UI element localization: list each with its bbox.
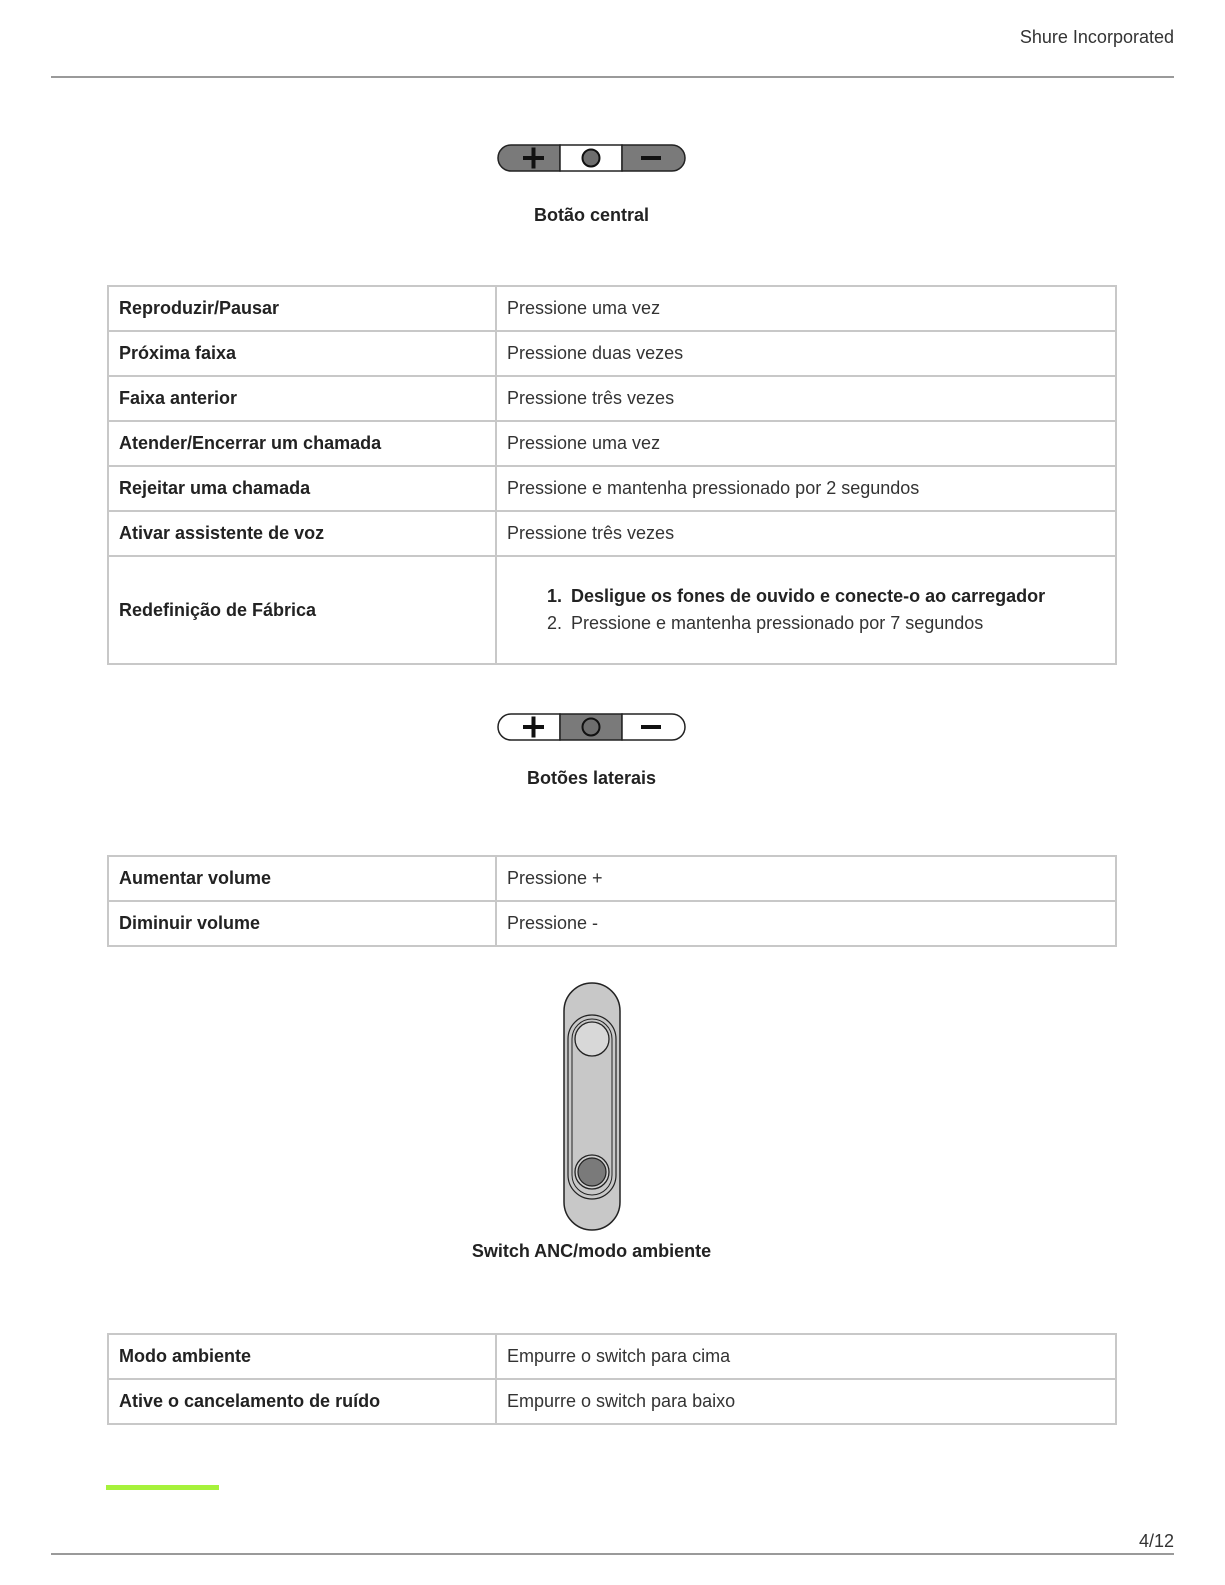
table-row — [108, 856, 1116, 901]
list-item: 1. Desligue os fones de ouvido e conecte-o ao carregador — [567, 583, 1105, 610]
row-label: Ative o cancelamento de ruído — [108, 1379, 496, 1424]
table-row — [108, 376, 1116, 421]
center-dot-icon — [582, 719, 599, 736]
anc-switch-table — [107, 1333, 1117, 1425]
reset-steps-list — [507, 583, 1105, 637]
page-number: 4/12 — [1138, 1531, 1174, 1551]
anc-switch-figure — [0, 982, 1225, 1232]
row-label: Modo ambiente — [108, 1334, 496, 1379]
anc-switch-caption: Switch ANC/modo ambiente — [471, 1241, 712, 1261]
side-buttons-table — [107, 855, 1117, 947]
header-company-name: Shure Incorporated — [1019, 27, 1174, 47]
center-button-table — [107, 285, 1117, 665]
row-value: Pressione três vezes — [496, 376, 1116, 421]
row-label: Atender/Encerrar um chamada — [108, 421, 496, 466]
row-value: Pressione uma vez — [496, 286, 1116, 331]
switch-top-position-icon — [575, 1022, 609, 1056]
table-row — [108, 286, 1116, 331]
table-row-reset — [108, 556, 1116, 664]
row-label: Redefinição de Fábrica — [108, 556, 496, 664]
table-row — [108, 511, 1116, 556]
row-label: Reproduzir/Pausar — [108, 286, 496, 331]
row-value: Pressione três vezes — [496, 511, 1116, 556]
list-item: 2. Pressione e mantenha pressionado por 7 segundos — [567, 610, 1105, 637]
row-value: Empurre o switch para cima — [496, 1334, 1116, 1379]
center-dot-icon — [582, 150, 599, 167]
row-value: Pressione - — [496, 901, 1116, 946]
table-row — [108, 1334, 1116, 1379]
row-label: Faixa anterior — [108, 376, 496, 421]
row-value: Pressione uma vez — [496, 421, 1116, 466]
row-value: Pressione + — [496, 856, 1116, 901]
row-label: Ativar assistente de voz — [108, 511, 496, 556]
center-button-figure — [0, 144, 1225, 172]
table-row — [108, 331, 1116, 376]
row-label: Diminuir volume — [108, 901, 496, 946]
row-label: Aumentar volume — [108, 856, 496, 901]
row-value: Pressione e mantenha pressionado por 2 segundos — [496, 466, 1116, 511]
minus-icon — [641, 725, 661, 729]
header-divider — [51, 76, 1174, 78]
footer-divider — [51, 1553, 1174, 1555]
accent-bar — [106, 1485, 219, 1490]
center-button-caption: Botão central — [533, 205, 650, 225]
reset-steps-cell — [496, 556, 1116, 664]
row-value: Empurre o switch para baixo — [496, 1379, 1116, 1424]
table-row — [108, 901, 1116, 946]
side-buttons-figure — [0, 713, 1225, 741]
side-buttons-caption: Botões laterais — [526, 768, 657, 788]
table-row — [108, 466, 1116, 511]
row-label: Próxima faixa — [108, 331, 496, 376]
row-value: Pressione duas vezes — [496, 331, 1116, 376]
table-row — [108, 1379, 1116, 1424]
row-label: Rejeitar uma chamada — [108, 466, 496, 511]
table-row — [108, 421, 1116, 466]
minus-icon — [641, 156, 661, 160]
